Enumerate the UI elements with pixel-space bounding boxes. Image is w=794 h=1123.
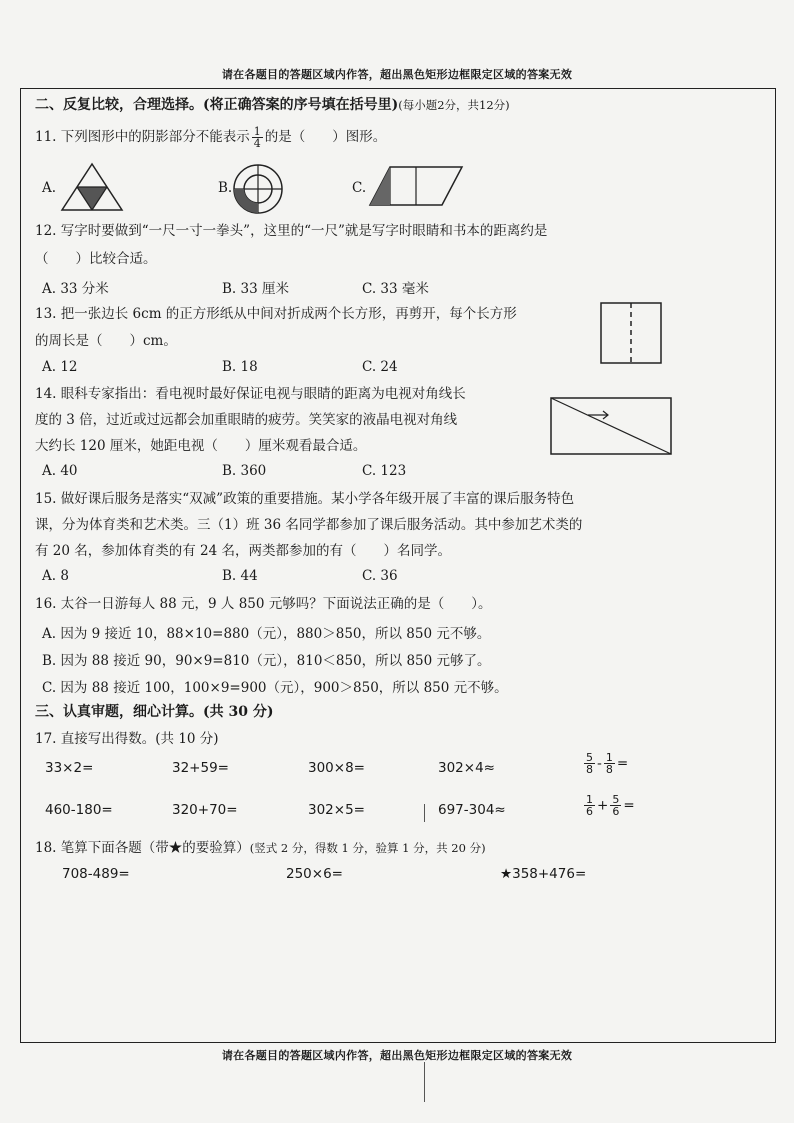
q11-figure-b-circles xyxy=(232,163,284,215)
q14-line3: 大约长 120 厘米，她距电视（ ）厘米观看最合适。 xyxy=(35,438,367,454)
q17-f2-a-den: 6 xyxy=(586,805,593,818)
header-notice: 请在各题目的答题区域内作答，超出黑色矩形边框限定区域的答案无效 xyxy=(221,68,573,81)
q15-line3: 有 20 名，参加体育类的有 24 名，两类都参加的有（ ）名同学。 xyxy=(35,543,452,559)
q11-figure-a-triangle xyxy=(60,162,124,212)
section3-title: 三、认真审题，细心计算。(共 30 分) xyxy=(35,704,274,720)
q13-option-c: C. 24 xyxy=(362,359,398,375)
q12-option-c: C. 33 毫米 xyxy=(362,281,429,297)
q12-line1: 12. 写字时要做到“一尺一寸一拳头”，这里的“一尺”就是写字时眼睛和书本的距离约是 xyxy=(35,223,548,239)
q17-title: 17. 直接写出得数。(共 10 分) xyxy=(35,731,219,747)
q17-item-7: 320+70= xyxy=(172,802,238,818)
q15-option-b: B. 44 xyxy=(222,568,258,584)
q14-option-b: B. 360 xyxy=(222,463,267,479)
q17-f2-b-den: 6 xyxy=(612,805,620,818)
q18-item-2: 250×6= xyxy=(286,866,343,882)
q15-option-c: C. 36 xyxy=(362,568,398,584)
q17-f1-b-num: 1 xyxy=(605,751,613,764)
q16-option-c: C. 因为 88 接近 100，100×9=900（元），900＞850，所以 850 元不够。 xyxy=(42,680,508,696)
q17-item-8: 302×5= xyxy=(308,802,365,818)
q11-frac-num: 1 xyxy=(253,125,261,138)
q11-option-a-label: A. xyxy=(42,180,57,196)
q17-f1-a-num: 5 xyxy=(586,751,593,764)
q14-line1: 14. 眼科专家指出：看电视时最好保证电视与眼睛的距离为电视对角线长 xyxy=(35,386,466,402)
scan-mark xyxy=(424,804,425,822)
q17-f1-b-den: 8 xyxy=(605,763,613,776)
q11-option-c-label: C. xyxy=(352,180,367,196)
q12-option-a: A. 33 分米 xyxy=(42,281,109,297)
q14-option-a: A. 40 xyxy=(42,463,78,479)
q17-item-5-fraction-expr xyxy=(582,752,628,775)
q11-fraction xyxy=(252,126,263,149)
section2-heading xyxy=(35,96,510,114)
q16-option-b: B. 因为 88 接近 90，90×9=810（元），810＜850，所以 850 元够了。 xyxy=(42,653,491,669)
q16-option-a: A. 因为 9 接近 10，88×10=880（元），880＞850，所以 850 元不够。 xyxy=(42,626,491,642)
q14-line2: 度的 3 倍，过近或过远都会加重眼睛的疲劳。笑笑家的液晶电视对角线 xyxy=(35,412,458,428)
q15-line2: 课，分为体育类和艺术类。三（1）班 36 名同学都参加了课后服务活动。其中参加艺术类的 xyxy=(35,517,583,533)
q17-item-6: 460-180= xyxy=(45,802,113,818)
q15-option-a: A. 8 xyxy=(42,568,69,584)
q12-option-b: B. 33 厘米 xyxy=(222,281,289,297)
q13-option-b: B. 18 xyxy=(222,359,258,375)
q11-text-after: 的是（ ）图形。 xyxy=(264,129,387,145)
q17-item-1: 33×2= xyxy=(45,760,94,776)
q17-item-9: 697-304≈ xyxy=(438,802,506,818)
q17-f1-eq: = xyxy=(616,755,629,772)
scan-mark-bottom xyxy=(424,1062,425,1102)
footer-notice: 请在各题目的答题区域内作答，超出黑色矩形边框限定区域的答案无效 xyxy=(221,1049,573,1062)
q18-score: (竖式 2 分，得数 1 分，验算 1 分，共 20 分) xyxy=(249,841,486,855)
q17-item-2: 32+59= xyxy=(172,760,229,776)
q17-f2-op: + xyxy=(597,797,609,814)
q17-f2-a-num: 1 xyxy=(586,793,593,806)
q11-frac-den: 4 xyxy=(253,137,261,150)
q18-title: 18. 笔算下面各题（带★的要验算） xyxy=(35,840,250,856)
q14-tv-diagonal-figure xyxy=(550,397,674,457)
q12-line2: （ ）比较合适。 xyxy=(35,251,157,267)
q17-item-3: 300×8= xyxy=(308,760,365,776)
section2-score: (每小题2分，共12分) xyxy=(398,98,510,112)
q11-stem xyxy=(35,126,386,149)
q15-line1: 15. 做好课后服务是落实“双减”政策的重要措施。某小学各年级开展了丰富的课后服务特色 xyxy=(35,491,575,507)
q17-item-4: 302×4≈ xyxy=(438,760,495,776)
q13-folded-square-figure xyxy=(600,302,664,366)
q11-figure-c-parallelogram xyxy=(368,165,464,207)
q18-item-1: 708-489= xyxy=(62,866,130,882)
q13-line1: 13. 把一张边长 6cm 的正方形纸从中间对折成两个长方形，再剪开，每个长方形 xyxy=(35,306,517,322)
q14-option-c: C. 123 xyxy=(362,463,407,479)
q17-item-10-fraction-expr xyxy=(582,794,635,817)
q16-line1: 16. 太谷一日游每人 88 元，9 人 850 元够吗？下面说法正确的是（ ）。 xyxy=(35,596,492,612)
q17-f2-b-num: 5 xyxy=(612,793,620,806)
section2-title: 二、反复比较，合理选择。(将正确答案的序号填在括号里) xyxy=(35,97,399,113)
q17-f1-a-den: 8 xyxy=(586,763,593,776)
q11-option-b-label: B. xyxy=(218,180,233,196)
q13-option-a: A. 12 xyxy=(42,359,78,375)
q13-line2: 的周长是（ ）cm。 xyxy=(35,333,177,349)
q17-f2-eq: = xyxy=(623,797,635,814)
q11-text-before: 11. 下列图形中的阴影部分不能表示 xyxy=(35,129,250,145)
q18-item-3: ★358+476= xyxy=(500,866,587,882)
q18-heading xyxy=(35,839,486,857)
q17-f1-op: - xyxy=(597,755,602,772)
